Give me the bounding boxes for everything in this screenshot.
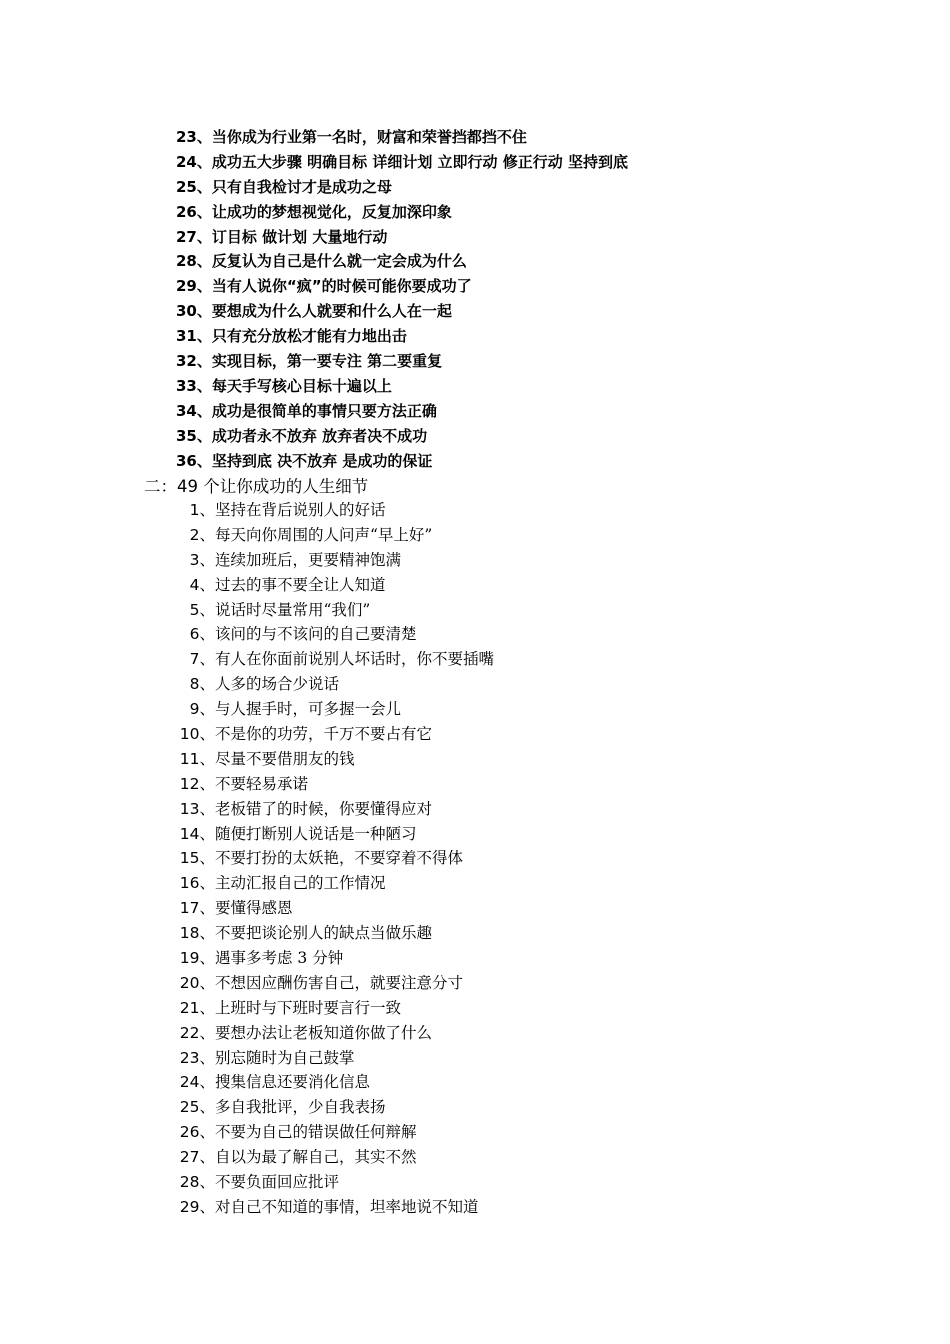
item-number: 29、 [179,1197,215,1216]
life-details-list [176,498,494,1220]
item-number: 23、 [179,1048,215,1067]
list-item [176,871,494,896]
list-item [176,498,494,523]
item-text: 老板错了的时候，你要懂得应对 [215,799,433,818]
list-item [176,697,494,722]
list-item: 35、成功者永不放弃 放弃者决不成功 [176,426,428,445]
list-item [176,622,494,647]
list-item: 31、只有充分放松才能有力地出击 [176,327,407,346]
item-text: 不想因应酬伤害自己，就要注意分寸 [215,973,464,992]
item-number: 2、 [189,525,215,544]
list-item [176,822,494,847]
item-text: 别忘随时为自己鼓掌 [215,1048,355,1067]
list-item [176,971,494,996]
item-text: 不要为自己的错误做任何辩解 [215,1123,417,1142]
item-text: 不要负面回应批评 [215,1173,340,1192]
list-item [176,1021,494,1046]
item-number: 18、 [179,924,215,943]
item-text: 不是你的功劳，千万不要占有它 [215,725,433,744]
list-item [176,548,494,573]
item-number: 7、 [189,650,215,669]
list-item [176,1170,494,1195]
item-number: 26、 [179,1123,215,1142]
item-number: 25、 [179,1098,215,1117]
item-number: 15、 [179,849,215,868]
item-text: 对自己不知道的事情，坦率地说不知道 [215,1197,479,1216]
list-item [176,1095,494,1120]
list-item: 29、当有人说你“疯”的时候可能你要成功了 [176,277,472,296]
item-text: 有人在你面前说别人坏话时，你不要插嘴 [215,650,495,669]
item-number: 17、 [179,899,215,918]
item-number: 20、 [179,973,215,992]
item-number: 6、 [189,625,215,644]
success-phrase-list [176,125,628,473]
list-item [176,1046,494,1071]
list-item [176,896,494,921]
item-number: 4、 [189,575,215,594]
item-text: 坚持在背后说别人的好话 [215,501,386,519]
section-heading: 二：49 个让你成功的人生细节 [144,477,369,496]
item-text: 不要把谈论别人的缺点当做乐趣 [215,924,433,943]
item-text: 过去的事不要全让人知道 [215,575,386,594]
item-text: 遇事多考虑 3 分钟 [215,949,344,968]
list-item [176,797,494,822]
list-item [176,772,494,797]
item-text: 上班时与下班时要言行一致 [215,998,402,1017]
list-item: 26、让成功的梦想视觉化，反复加深印象 [176,202,452,221]
list-item: 34、成功是很简单的事情只要方法正确 [176,401,437,420]
list-item [176,1070,494,1095]
item-text: 每天向你周围的人问声“早上好” [215,525,433,544]
item-text: 要想办法让老板知道你做了什么 [215,1023,433,1042]
list-item [176,598,494,623]
list-item [176,946,494,971]
item-text: 说话时尽量常用“我们” [215,600,371,619]
list-item [176,921,494,946]
item-number: 3、 [189,550,215,569]
item-number: 24、 [179,1073,215,1092]
list-item: 24、成功五大步骤 明确目标 详细计划 立即行动 修正行动 坚持到底 [176,152,628,171]
item-number: 27、 [179,1148,215,1167]
item-text: 不要打扮的太妖艳，不要穿着不得体 [215,849,464,868]
list-item [176,1120,494,1145]
list-item [176,672,494,697]
list-item [176,996,494,1021]
item-number: 12、 [179,774,215,793]
item-number: 28、 [179,1173,215,1192]
item-text: 搜集信息还要消化信息 [215,1073,371,1092]
list-item [176,573,494,598]
item-number: 1、 [189,501,215,519]
list-item [176,1145,494,1170]
list-item: 23、当你成为行业第一名时，财富和荣誉挡都挡不住 [176,128,527,146]
list-item [176,1195,494,1220]
list-item [176,747,494,772]
item-number: 22、 [179,1023,215,1042]
item-number: 19、 [179,949,215,968]
item-number: 11、 [179,749,215,768]
item-text: 与人握手时，可多握一会儿 [215,700,402,719]
item-text: 主动汇报自己的工作情况 [215,874,386,893]
item-text: 多自我批评，少自我表扬 [215,1098,386,1117]
list-item: 27、订目标 做计划 大量地行动 [176,227,388,246]
list-item: 28、反复认为自己是什么就一定会成为什么 [176,252,467,271]
item-text: 不要轻易承诺 [215,774,309,793]
item-number: 13、 [179,799,215,818]
item-text: 尽量不要借朋友的钱 [215,749,355,768]
item-number: 16、 [179,874,215,893]
item-number: 9、 [189,700,215,719]
list-item [176,846,494,871]
item-number: 14、 [179,824,215,843]
item-number: 10、 [179,725,215,744]
list-item [176,647,494,672]
list-item: 36、坚持到底 决不放弃 是成功的保证 [176,451,433,470]
item-text: 连续加班后，更要精神饱满 [215,550,402,569]
item-text: 自以为最了解自己，其实不然 [215,1148,417,1167]
item-text: 随便打断别人说话是一种陋习 [215,824,417,843]
item-text: 该问的与不该问的自己要清楚 [215,625,417,644]
item-text: 要懂得感恩 [215,899,293,918]
item-text: 人多的场合少说话 [215,675,340,694]
item-number: 5、 [189,600,215,619]
list-item: 33、每天手写核心目标十遍以上 [176,376,392,395]
list-item [176,722,494,747]
list-item: 32、实现目标，第一要专注 第二要重复 [176,352,443,371]
item-number: 8、 [189,675,215,694]
item-number: 21、 [179,998,215,1017]
list-item: 30、要想成为什么人就要和什么人在一起 [176,302,452,321]
list-item [176,523,494,548]
list-item: 25、只有自我检讨才是成功之母 [176,177,392,196]
